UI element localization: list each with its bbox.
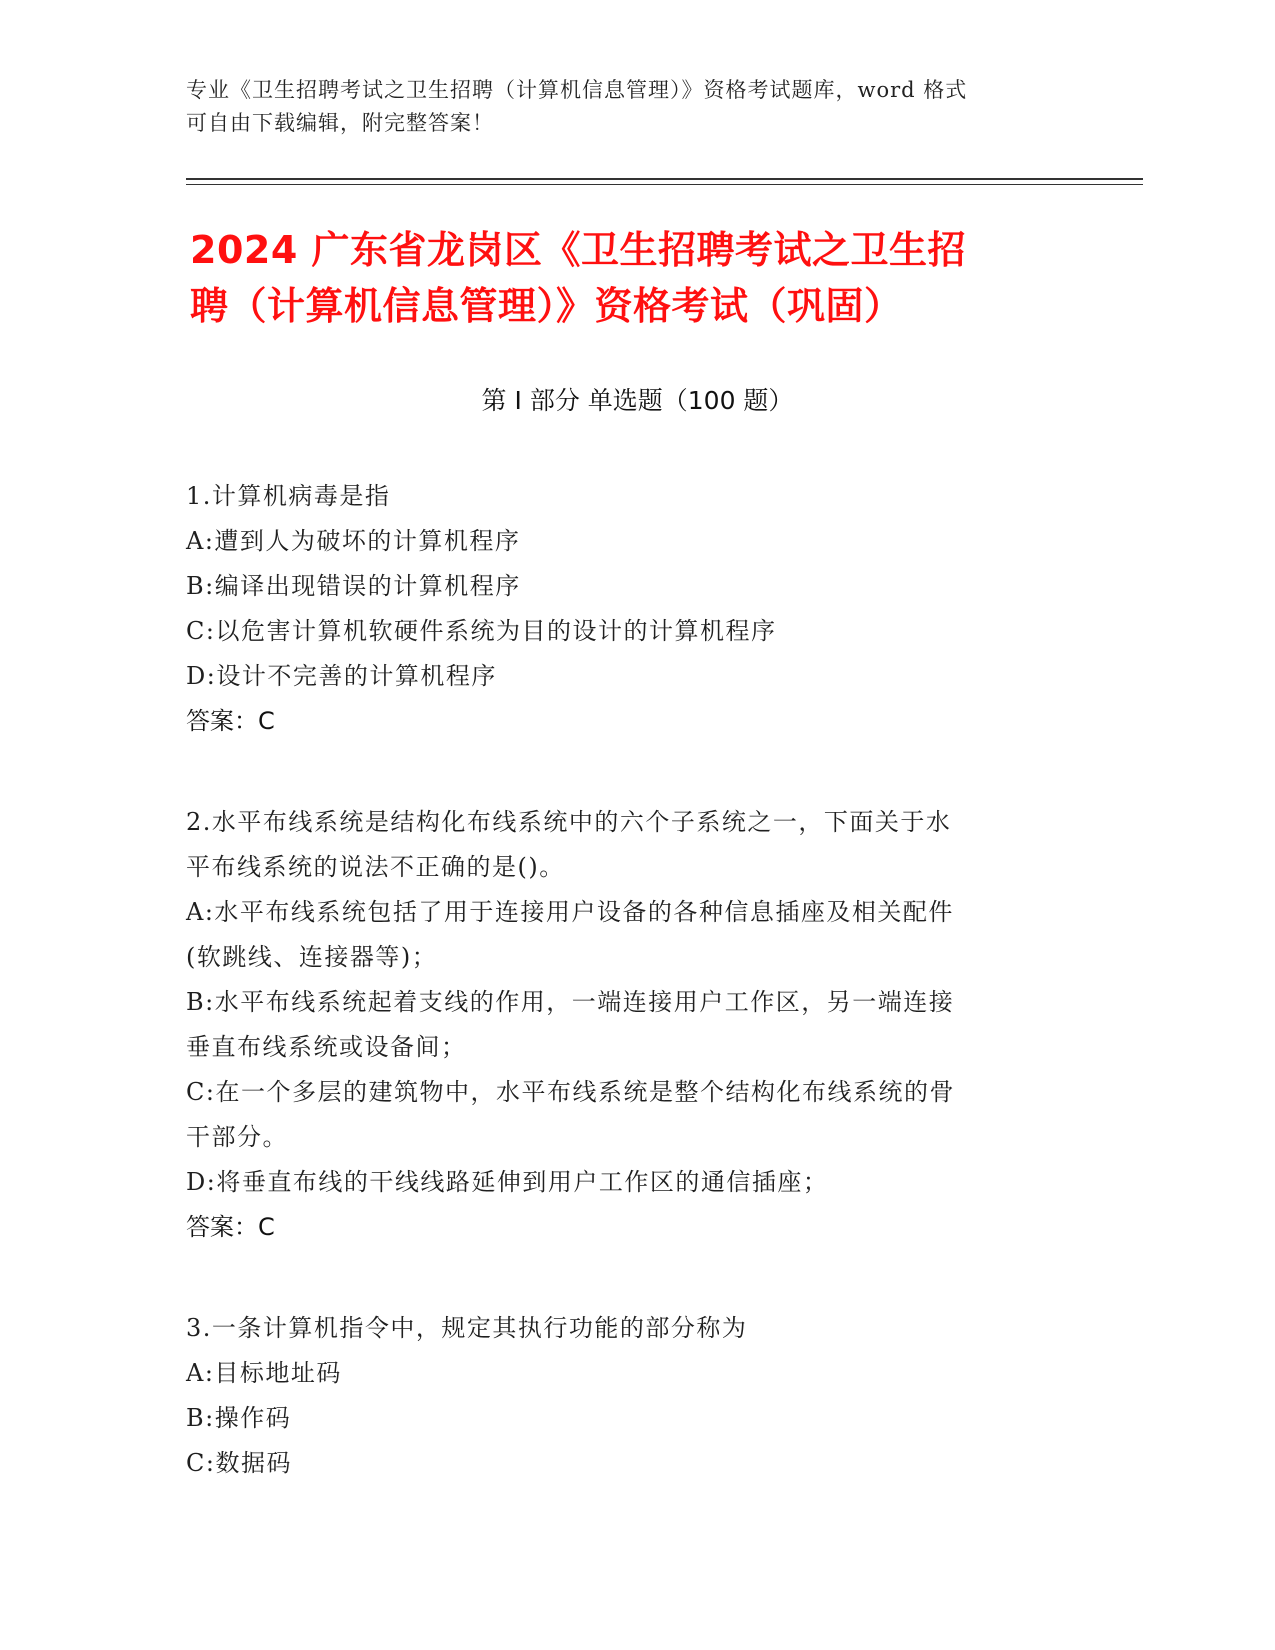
question-option [186,935,1066,980]
option-key: B: [186,988,215,1016]
header-note-line-2: 可自由下载编辑，附完整答案！ [186,111,494,135]
question-option [186,1115,1066,1160]
document-title-line-2: 聘（计算机信息管理）》资格考试（巩固） [190,284,903,328]
option-key: C: [186,617,216,645]
question-list [186,474,1066,1486]
option-key: A: [186,1359,215,1387]
option-text: 垂直布线系统或设备间； [186,1033,467,1061]
option-text: 数据码 [215,1449,292,1477]
question-3 [186,1306,1066,1486]
question-stem: 2.水平布线系统是结构化布线系统中的六个子系统之一，下面关于水 [186,808,952,836]
header-divider-thick [186,178,1143,180]
answer-label: 答案：C [186,707,275,735]
question-stem: 1.计算机病毒是指 [186,482,391,510]
header-note-line-1: 专业《卫生招聘考试之卫生招聘（计算机信息管理）》资格考试题库，word 格式 [186,78,968,102]
question-option [186,1070,1066,1115]
option-text: (软跳线、连接器等)； [186,943,438,971]
option-key: D: [186,662,217,690]
question-option [186,564,1066,609]
question-option [186,519,1066,564]
document-title-line-1: 2024 广东省龙岗区《卫生招聘考试之卫生招 [190,228,966,272]
question-option [186,1025,1066,1070]
question-2 [186,800,1066,1250]
option-key: C: [186,1078,216,1106]
option-key: B: [186,572,215,600]
option-key: B: [186,1404,215,1432]
option-text: 水平布线系统起着支线的作用，一端连接用户工作区，另一端连接 [214,988,955,1016]
question-spacer [186,1250,1066,1306]
question-option [186,654,1066,699]
question-1 [186,474,1066,744]
question-option [186,1160,1066,1205]
question-option [186,1351,1066,1396]
question-option [186,1396,1066,1441]
question-option [186,890,1066,935]
answer-label: 答案：C [186,1213,275,1241]
option-key: A: [186,898,215,926]
question-option [186,609,1066,654]
option-text: 水平布线系统包括了用于连接用户设备的各种信息插座及相关配件 [214,898,954,926]
option-key: C: [186,1449,216,1477]
option-text: 操作码 [214,1404,292,1432]
option-text: 在一个多层的建筑物中，水平布线系统是整个结构化布线系统的骨 [215,1078,955,1106]
option-text: 遭到人为破坏的计算机程序 [214,527,521,555]
option-text: 设计不完善的计算机程序 [216,662,497,690]
option-text: 干部分。 [186,1123,288,1151]
option-key: D: [186,1168,217,1196]
question-spacer [186,744,1066,800]
section-title: 第 I 部分 单选题（100 题） [481,386,794,415]
header-note [186,74,1066,140]
question-option [186,1441,1066,1486]
question-stem: 3.一条计算机指令中，规定其执行功能的部分称为 [186,1314,748,1342]
question-option [186,980,1066,1025]
option-key: A: [186,527,215,555]
option-text: 以危害计算机软硬件系统为目的设计的计算机程序 [215,617,777,645]
header-divider-thin [186,184,1143,185]
document-title [190,222,1090,334]
option-text: 目标地址码 [214,1359,342,1387]
question-stem: 平布线系统的说法不正确的是()。 [186,853,565,881]
option-text: 编译出现错误的计算机程序 [214,572,521,600]
option-text: 将垂直布线的干线线路延伸到用户工作区的通信插座； [216,1168,829,1196]
